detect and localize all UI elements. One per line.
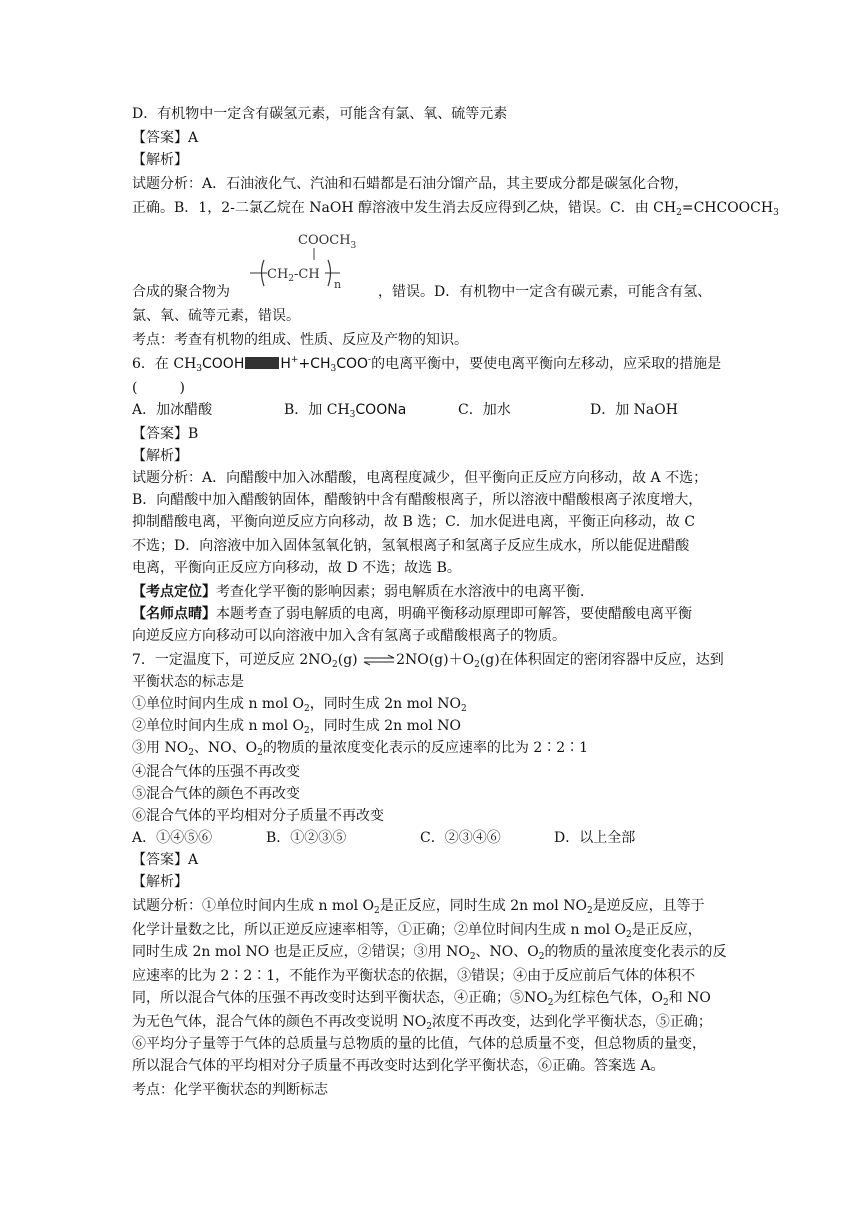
- q7-analysis-line: 应速率的比为 2∶2∶1，不能作为平衡状态的依据，③错误；④由于反应前后气体的体积不: [132, 968, 696, 984]
- q7-analysis-line: 为无色气体，混合气体的颜色不再改变说明 $NO_2$浓度不再改变，达到化学平衡状态，⑤正确；: [132, 1014, 712, 1032]
- q6-option-a: A．加冰醋酸: [132, 402, 213, 418]
- q7-analysis-line: 同时生成 2n mol NO 也是正反应，②错误；③用 $NO_2$、NO、$O_2$的物质的量浓度变化表示的反: [132, 944, 727, 962]
- q5-analysis-line: 正确。B．1，2-二氯乙烷在 NaOH 醇溶液中发生消去反应得到乙炔，错误。C．由 $CH_2=CHCOOCH_3$: [132, 200, 779, 218]
- q6-option-b: B．加 $CH_3COONa$: [284, 402, 407, 420]
- q7-stem: 平衡状态的标志是: [132, 674, 244, 690]
- q6-analysis-line: 抑制醋酸电离，平衡向逆反应方向移动，故 B 选；C．加水促进电离，平衡正向移动，故 C: [132, 514, 696, 530]
- q5-answer: 【答案】A: [132, 130, 199, 146]
- q6-keypoint: 【考点定位】考查化学平衡的影响因素；弱电解质在水溶液中的电离平衡．: [132, 584, 594, 600]
- q5-analysis-heading: 【解析】: [132, 152, 188, 168]
- polymer-n: n: [334, 278, 342, 291]
- q6-analysis-line: 不选；D．向溶液中加入固体氢氧化钠，氢氧根离子和氢离子反应生成水，所以能促进醋酸: [132, 538, 690, 554]
- polymer-structure-diagram: [250, 226, 370, 294]
- q7-option-a: A．①④⑤⑥: [132, 830, 213, 846]
- q6-teacher-note: 向逆反应方向移动可以向溶液中加入含有氢离子或醋酸根离子的物质。: [132, 628, 566, 644]
- q6-option-c: C．加水: [458, 402, 511, 418]
- q7-keypoint: 考点：化学平衡状态的判断标志: [132, 1082, 328, 1098]
- q6-answer: 【答案】B: [132, 426, 199, 442]
- q7-analysis-line: ⑥平均分子量等于气体的总质量与总物质的量的比值，气体的总质量不变，但总物质的量变，: [132, 1036, 706, 1052]
- q7-statement-5: ⑤混合气体的颜色不再改变: [132, 786, 300, 802]
- q6-analysis-line: 试题分析：A．向醋酸中加入冰醋酸，电离程度减少，但平衡向正反应方向移动，故 A 不选；: [132, 470, 708, 486]
- q7-analysis-line: 试题分析：①单位时间内生成 n mol $O_2$是正反应，同时生成 2n mol $NO_2$是逆反应，且等于: [132, 898, 705, 916]
- q7-option-d: D．以上全部: [554, 830, 636, 846]
- q6-stem: 6．在 $CH_3COOH$ $H^++CH_3COO^-$的电离平衡中，要使电离平衡向左移动，应采取的措施是: [132, 355, 722, 374]
- q6-analysis-line: 电离，平衡向正反应方向移动，故 D 不选；故选 B。: [132, 560, 461, 576]
- equilibrium-arrow-icon: [245, 357, 279, 369]
- polymer-side-group: $COOCH_3$: [298, 233, 357, 251]
- q6-option-d: D．加 NaOH: [590, 402, 678, 418]
- reversible-arrow-icon: [362, 654, 396, 666]
- polymer-backbone: $CH_2-CH$: [267, 267, 320, 284]
- q7-analysis-line: 所以混合气体的平均相对分子质量不再改变时达到化学平衡状态，⑥正确。答案选 A。: [132, 1058, 665, 1074]
- q7-option-b: B．①②③⑤: [266, 830, 347, 846]
- q5-analysis-line: 合成的聚合物为: [132, 284, 230, 300]
- q5-analysis-line: ，错误。D．有机物中一定含有碳元素，可能含有氢、: [378, 284, 712, 300]
- q6-teacher-note: 【名师点晴】本题考查了弱电解质的电离，明确平衡移动原理即可解答，要使醋酸电离平衡: [132, 606, 692, 622]
- q7-analysis-line: 化学计量数之比，所以正逆反应速率相等，①正确；②单位时间内生成 n mol $O_2$是正反应，: [132, 922, 702, 940]
- q7-answer: 【答案】A: [132, 852, 199, 868]
- q7-statement-6: ⑥混合气体的平均相对分子质量不再改变: [132, 808, 384, 824]
- q6-analysis-line: B．向醋酸中加入醋酸钠固体，醋酸钠中含有醋酸根离子，所以溶液中醋酸根离子浓度增大，: [132, 492, 703, 508]
- q7-statement-1: ①单位时间内生成 n mol $O_2$，同时生成 2n mol $NO_2$: [132, 696, 467, 714]
- q7-stem: 7．一定温度下，可逆反应 $2NO_2(g)$ $2NO(g)+O_2(g)$在体积固定的密闭容器中反应，达到: [132, 652, 724, 670]
- q7-statement-2: ②单位时间内生成 n mol $O_2$，同时生成 2n mol NO: [132, 718, 461, 736]
- q5-analysis-line: 氯、氧、硫等元素，错误。: [132, 308, 300, 324]
- q7-statement-4: ④混合气体的压强不再改变: [132, 764, 300, 780]
- q5-option-d: D．有机物中一定含有碳氢元素，可能含有氯、氧、硫等元素: [132, 106, 508, 122]
- q7-option-c: C．②③④⑥: [420, 830, 501, 846]
- q6-paren: ( ): [132, 380, 185, 396]
- q5-analysis-line: 试题分析：A．石油液化气、汽油和石蜡都是石油分馏产品，其主要成分都是碳氢化合物，: [132, 176, 689, 192]
- q7-statement-3: ③用 $NO_2$、NO、$O_2$的物质的量浓度变化表示的反应速率的比为 2∶2∶1: [132, 740, 589, 758]
- q7-analysis-line: 同，所以混合气体的压强不再改变时达到平衡状态，④正确；$⑤NO_2$为红棕色气体，$O_2$和 NO: [132, 990, 711, 1008]
- q5-keypoint: 考点：考查有机物的组成、性质、反应及产物的知识。: [132, 332, 468, 348]
- q6-analysis-heading: 【解析】: [132, 448, 188, 464]
- q7-analysis-heading: 【解析】: [132, 874, 188, 890]
